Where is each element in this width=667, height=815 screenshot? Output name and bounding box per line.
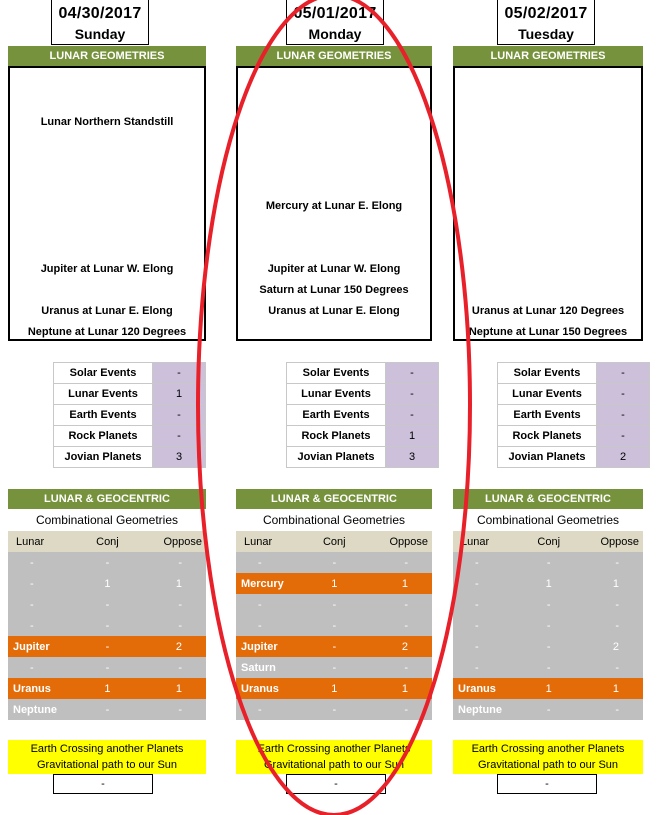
oppose-value: 2: [572, 636, 643, 657]
banner-line-1: Earth Crossing another Planets: [30, 743, 184, 755]
count-label: Jovian Planets: [54, 447, 153, 468]
event-line: Jupiter at Lunar W. Elong: [267, 263, 401, 275]
oppose-value: 1: [359, 678, 432, 699]
count-label: Earth Events: [498, 405, 597, 426]
event-line: Lunar Northern Standstill: [40, 116, 174, 128]
count-value: -: [386, 405, 439, 426]
oppose-value: -: [132, 594, 206, 615]
body-name: -: [8, 594, 83, 615]
count-value: 3: [386, 447, 439, 468]
conj-value: 1: [525, 678, 572, 699]
date-text: 04/30/2017: [58, 5, 142, 22]
body-name: Saturn: [236, 657, 310, 678]
table-row: [453, 594, 643, 615]
conj-value: -: [310, 552, 359, 573]
banner-line-2: Gravitational path to our Sun: [263, 759, 405, 771]
oppose-value: -: [359, 699, 432, 720]
count-value: -: [153, 426, 206, 447]
oppose-value: 1: [572, 573, 643, 594]
event-line: Uranus at Lunar 120 Degrees: [471, 305, 625, 317]
grid-header-row: [453, 531, 643, 552]
date-text: 05/01/2017: [293, 5, 377, 22]
count-label: Rock Planets: [287, 426, 386, 447]
count-value: -: [153, 363, 206, 384]
weekday-text: Tuesday: [518, 26, 574, 42]
count-label: Earth Events: [287, 405, 386, 426]
count-label: Jovian Planets: [498, 447, 597, 468]
banner-line-2: Gravitational path to our Sun: [36, 759, 178, 771]
earth-crossing-value: -: [53, 774, 153, 794]
body-name: -: [8, 573, 83, 594]
body-name: -: [8, 615, 83, 636]
conj-value: -: [525, 615, 572, 636]
count-value: 3: [153, 447, 206, 468]
conj-value: -: [83, 699, 133, 720]
body-name: -: [236, 615, 310, 636]
col-lunar-header: Lunar: [8, 531, 83, 552]
banner-line-1: Earth Crossing another Planets: [471, 743, 625, 755]
earth-crossing-banner: [453, 740, 643, 774]
table-row: [453, 636, 643, 657]
count-value: -: [597, 363, 650, 384]
count-label: Solar Events: [54, 363, 153, 384]
conj-value: -: [310, 636, 359, 657]
oppose-value: -: [359, 552, 432, 573]
count-value: -: [386, 363, 439, 384]
count-row: [498, 363, 650, 384]
count-row: [498, 426, 650, 447]
count-value: 1: [153, 384, 206, 405]
body-name: -: [236, 552, 310, 573]
oppose-value: -: [132, 552, 206, 573]
body-name: Uranus: [453, 678, 525, 699]
oppose-value: 1: [132, 573, 206, 594]
banner-line-1: Earth Crossing another Planets: [257, 743, 411, 755]
col-lunar-header: Lunar: [236, 531, 310, 552]
oppose-value: -: [132, 615, 206, 636]
count-label: Jovian Planets: [287, 447, 386, 468]
col-oppose-header: Oppose: [132, 531, 206, 552]
count-label: Solar Events: [498, 363, 597, 384]
body-name: Neptune: [8, 699, 83, 720]
count-label: Solar Events: [287, 363, 386, 384]
lunar-geocentric-header: LUNAR & GEOCENTRIC: [453, 489, 643, 509]
event-line: Saturn at Lunar 150 Degrees: [259, 284, 409, 296]
count-row: [498, 405, 650, 426]
conj-value: -: [525, 699, 572, 720]
event-line: Uranus at Lunar E. Elong: [268, 305, 400, 317]
count-label: Rock Planets: [498, 426, 597, 447]
earth-crossing-value: -: [286, 774, 386, 794]
body-name: Uranus: [8, 678, 83, 699]
body-name: -: [8, 552, 83, 573]
combinational-title: Combinational Geometries: [476, 513, 620, 527]
count-label: Lunar Events: [287, 384, 386, 405]
count-value: -: [597, 384, 650, 405]
oppose-value: -: [572, 552, 643, 573]
count-value: 1: [386, 426, 439, 447]
body-name: -: [453, 552, 525, 573]
event-line: Neptune at Lunar 150 Degrees: [468, 326, 628, 338]
date-text: 05/02/2017: [504, 5, 588, 22]
body-name: Jupiter: [8, 636, 83, 657]
col-lunar-header: Lunar: [453, 531, 525, 552]
conj-value: 1: [310, 573, 359, 594]
body-name: Mercury: [236, 573, 310, 594]
conj-value: -: [310, 615, 359, 636]
count-value: -: [386, 384, 439, 405]
conj-value: -: [83, 552, 133, 573]
table-row: [453, 678, 643, 699]
conj-value: -: [83, 615, 133, 636]
count-label: Rock Planets: [54, 426, 153, 447]
col-conj-header: Conj: [83, 531, 133, 552]
table-row: [453, 657, 643, 678]
oppose-value: -: [359, 594, 432, 615]
conj-value: -: [83, 636, 133, 657]
conj-value: 1: [525, 573, 572, 594]
lunar-geometries-header: LUNAR GEOMETRIES: [236, 46, 432, 66]
count-label: Lunar Events: [498, 384, 597, 405]
conj-value: -: [83, 657, 133, 678]
conj-value: 1: [83, 678, 133, 699]
oppose-value: -: [132, 699, 206, 720]
oppose-value: 1: [359, 573, 432, 594]
oppose-value: -: [572, 657, 643, 678]
date-header: [497, 0, 595, 45]
table-row: [453, 552, 643, 573]
conj-value: -: [310, 699, 359, 720]
conj-value: -: [525, 552, 572, 573]
combinational-title: Combinational Geometries: [35, 513, 179, 527]
body-name: -: [236, 594, 310, 615]
body-name: -: [453, 594, 525, 615]
event-line: Uranus at Lunar E. Elong: [41, 305, 173, 317]
table-row: [453, 615, 643, 636]
table-row: [453, 573, 643, 594]
earth-crossing-value: -: [497, 774, 597, 794]
col-conj-header: Conj: [310, 531, 359, 552]
oppose-value: -: [572, 594, 643, 615]
oppose-value: -: [359, 615, 432, 636]
body-name: -: [453, 636, 525, 657]
lunar-geocentric-header: LUNAR & GEOCENTRIC: [236, 489, 432, 509]
count-row: [498, 384, 650, 405]
lunar-geocentric-header: LUNAR & GEOCENTRIC: [8, 489, 206, 509]
conj-value: 1: [310, 678, 359, 699]
event-counts-table: [497, 362, 650, 468]
count-value: -: [597, 405, 650, 426]
oppose-value: 2: [132, 636, 206, 657]
conj-value: -: [525, 636, 572, 657]
combinational-table: [453, 531, 643, 720]
oppose-value: 1: [132, 678, 206, 699]
weekday-text: Sunday: [74, 26, 126, 42]
conj-value: -: [525, 594, 572, 615]
body-name: -: [236, 699, 310, 720]
body-name: Neptune: [453, 699, 525, 720]
count-label: Lunar Events: [54, 384, 153, 405]
body-name: -: [453, 573, 525, 594]
conj-value: -: [310, 594, 359, 615]
col-oppose-header: Oppose: [359, 531, 432, 552]
event-line: Jupiter at Lunar W. Elong: [40, 263, 174, 275]
lunar-geometries-header: LUNAR GEOMETRIES: [8, 46, 206, 66]
body-name: -: [453, 657, 525, 678]
col-conj-header: Conj: [525, 531, 572, 552]
conj-value: -: [310, 657, 359, 678]
count-value: -: [153, 405, 206, 426]
body-name: Jupiter: [236, 636, 310, 657]
event-line: Neptune at Lunar 120 Degrees: [27, 326, 187, 338]
oppose-value: -: [572, 699, 643, 720]
count-row: [498, 447, 650, 468]
table-row: [453, 699, 643, 720]
weekday-text: Monday: [308, 26, 362, 42]
banner-line-2: Gravitational path to our Sun: [477, 759, 619, 771]
oppose-value: -: [359, 657, 432, 678]
body-name: Uranus: [236, 678, 310, 699]
event-line: Mercury at Lunar E. Elong: [265, 200, 403, 212]
oppose-value: -: [572, 615, 643, 636]
count-value: 2: [597, 447, 650, 468]
lunar-geometries-box: [453, 66, 643, 341]
oppose-value: 1: [572, 678, 643, 699]
conj-value: -: [83, 594, 133, 615]
count-label: Earth Events: [54, 405, 153, 426]
combinational-title: Combinational Geometries: [262, 513, 406, 527]
count-value: -: [597, 426, 650, 447]
oppose-value: 2: [359, 636, 432, 657]
conj-value: -: [525, 657, 572, 678]
col-oppose-header: Oppose: [572, 531, 643, 552]
lunar-geometries-header: LUNAR GEOMETRIES: [453, 46, 643, 66]
conj-value: 1: [83, 573, 133, 594]
oppose-value: -: [132, 657, 206, 678]
body-name: -: [453, 615, 525, 636]
body-name: -: [8, 657, 83, 678]
